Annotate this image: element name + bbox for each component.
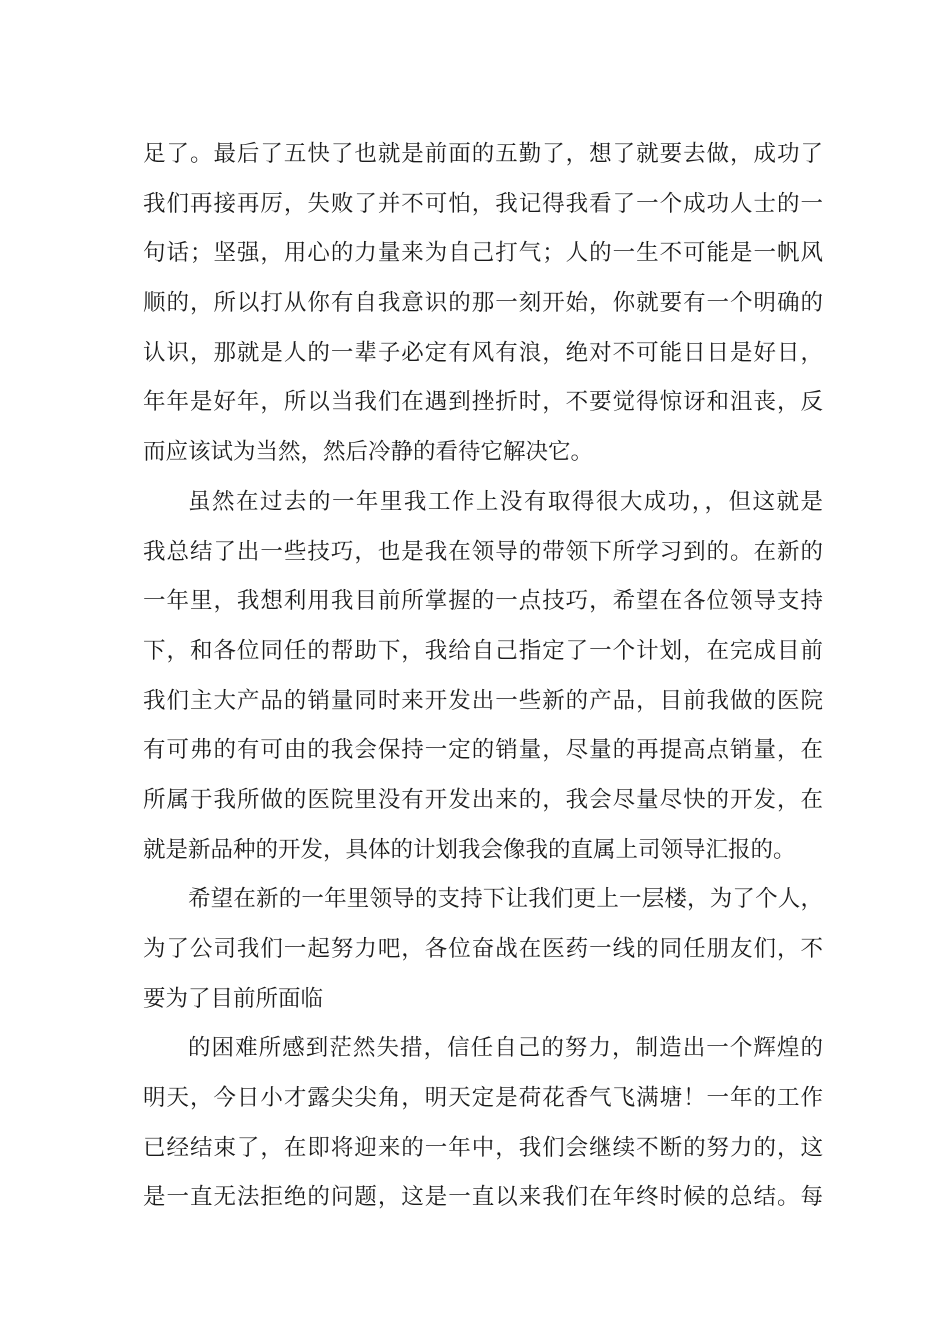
- text-line: 明天，今日小才露尖尖角，明天定是荷花香气飞满塘！一年的工作: [143, 1085, 823, 1112]
- text-line: 已经结束了，在即将迎来的一年中，我们会继续不断的努力的，这: [143, 1134, 823, 1161]
- text-line: 有可弗的有可由的我会保持一定的销量，尽量的再提高点销量，在: [143, 737, 823, 764]
- text-line: 顺的，所以打从你有自我意识的那一刻开始，你就要有一个明确的: [143, 290, 823, 317]
- document-body: [143, 130, 823, 1223]
- text-line: 足了。最后了五快了也就是前面的五勤了，想了就要去做，成功了: [143, 141, 823, 167]
- text-line: 我们再接再厉，失败了并不可怕，我记得我看了一个成功人士的一: [143, 190, 823, 217]
- text-line: 我们主大产品的销量同时来开发出一些新的产品，目前我做的医院: [143, 687, 823, 714]
- text-line: 是一直无法拒绝的问题，这是一直以来我们在年终时候的总结。每: [143, 1184, 823, 1211]
- text-line: 为了公司我们一起努力吧，各位奋战在医药一线的同任朋友们，不: [143, 936, 823, 962]
- text-line: 所属于我所做的医院里没有开发出来的，我会尽量尽快的开发，在: [143, 786, 823, 813]
- paragraph-first-line: 希望在新的一年里领导的支持下让我们更上一层楼，为了个人，: [188, 886, 823, 913]
- text-line: 就是新品种的开发，具体的计划我会像我的直属上司领导汇报的。: [143, 836, 796, 863]
- text-line: 而应该试为当然，然后冷静的看待它解决它。: [143, 439, 594, 466]
- text-line: 年年是好年，所以当我们在遇到挫折时，不要觉得惊讶和沮丧，反: [143, 389, 823, 416]
- text-line: 要为了目前所面临: [143, 985, 324, 1012]
- text-line: 下，和各位同任的帮助下，我给自己指定了一个计划，在完成目前: [143, 637, 823, 664]
- text-line: 我总结了出一些技巧，也是我在领导的带领下所学习到的。在新的: [143, 538, 823, 565]
- paragraph-first-line: 的困难所感到茫然失措，信任自己的努力，制造出一个辉煌的: [188, 1035, 823, 1062]
- text-line: 认识，那就是人的一辈子必定有风有浪，绝对不可能日日是好日，: [143, 339, 823, 366]
- text-line: 一年里，我想利用我目前所掌握的一点技巧，希望在各位领导支持: [143, 588, 823, 615]
- text-line: 句话；坚强，用心的力量来为自己打气；人的一生不可能是一帆风: [143, 240, 823, 267]
- paragraph-first-line: 虽然在过去的一年里我工作上没有取得很大成功，，但这就是: [188, 488, 823, 515]
